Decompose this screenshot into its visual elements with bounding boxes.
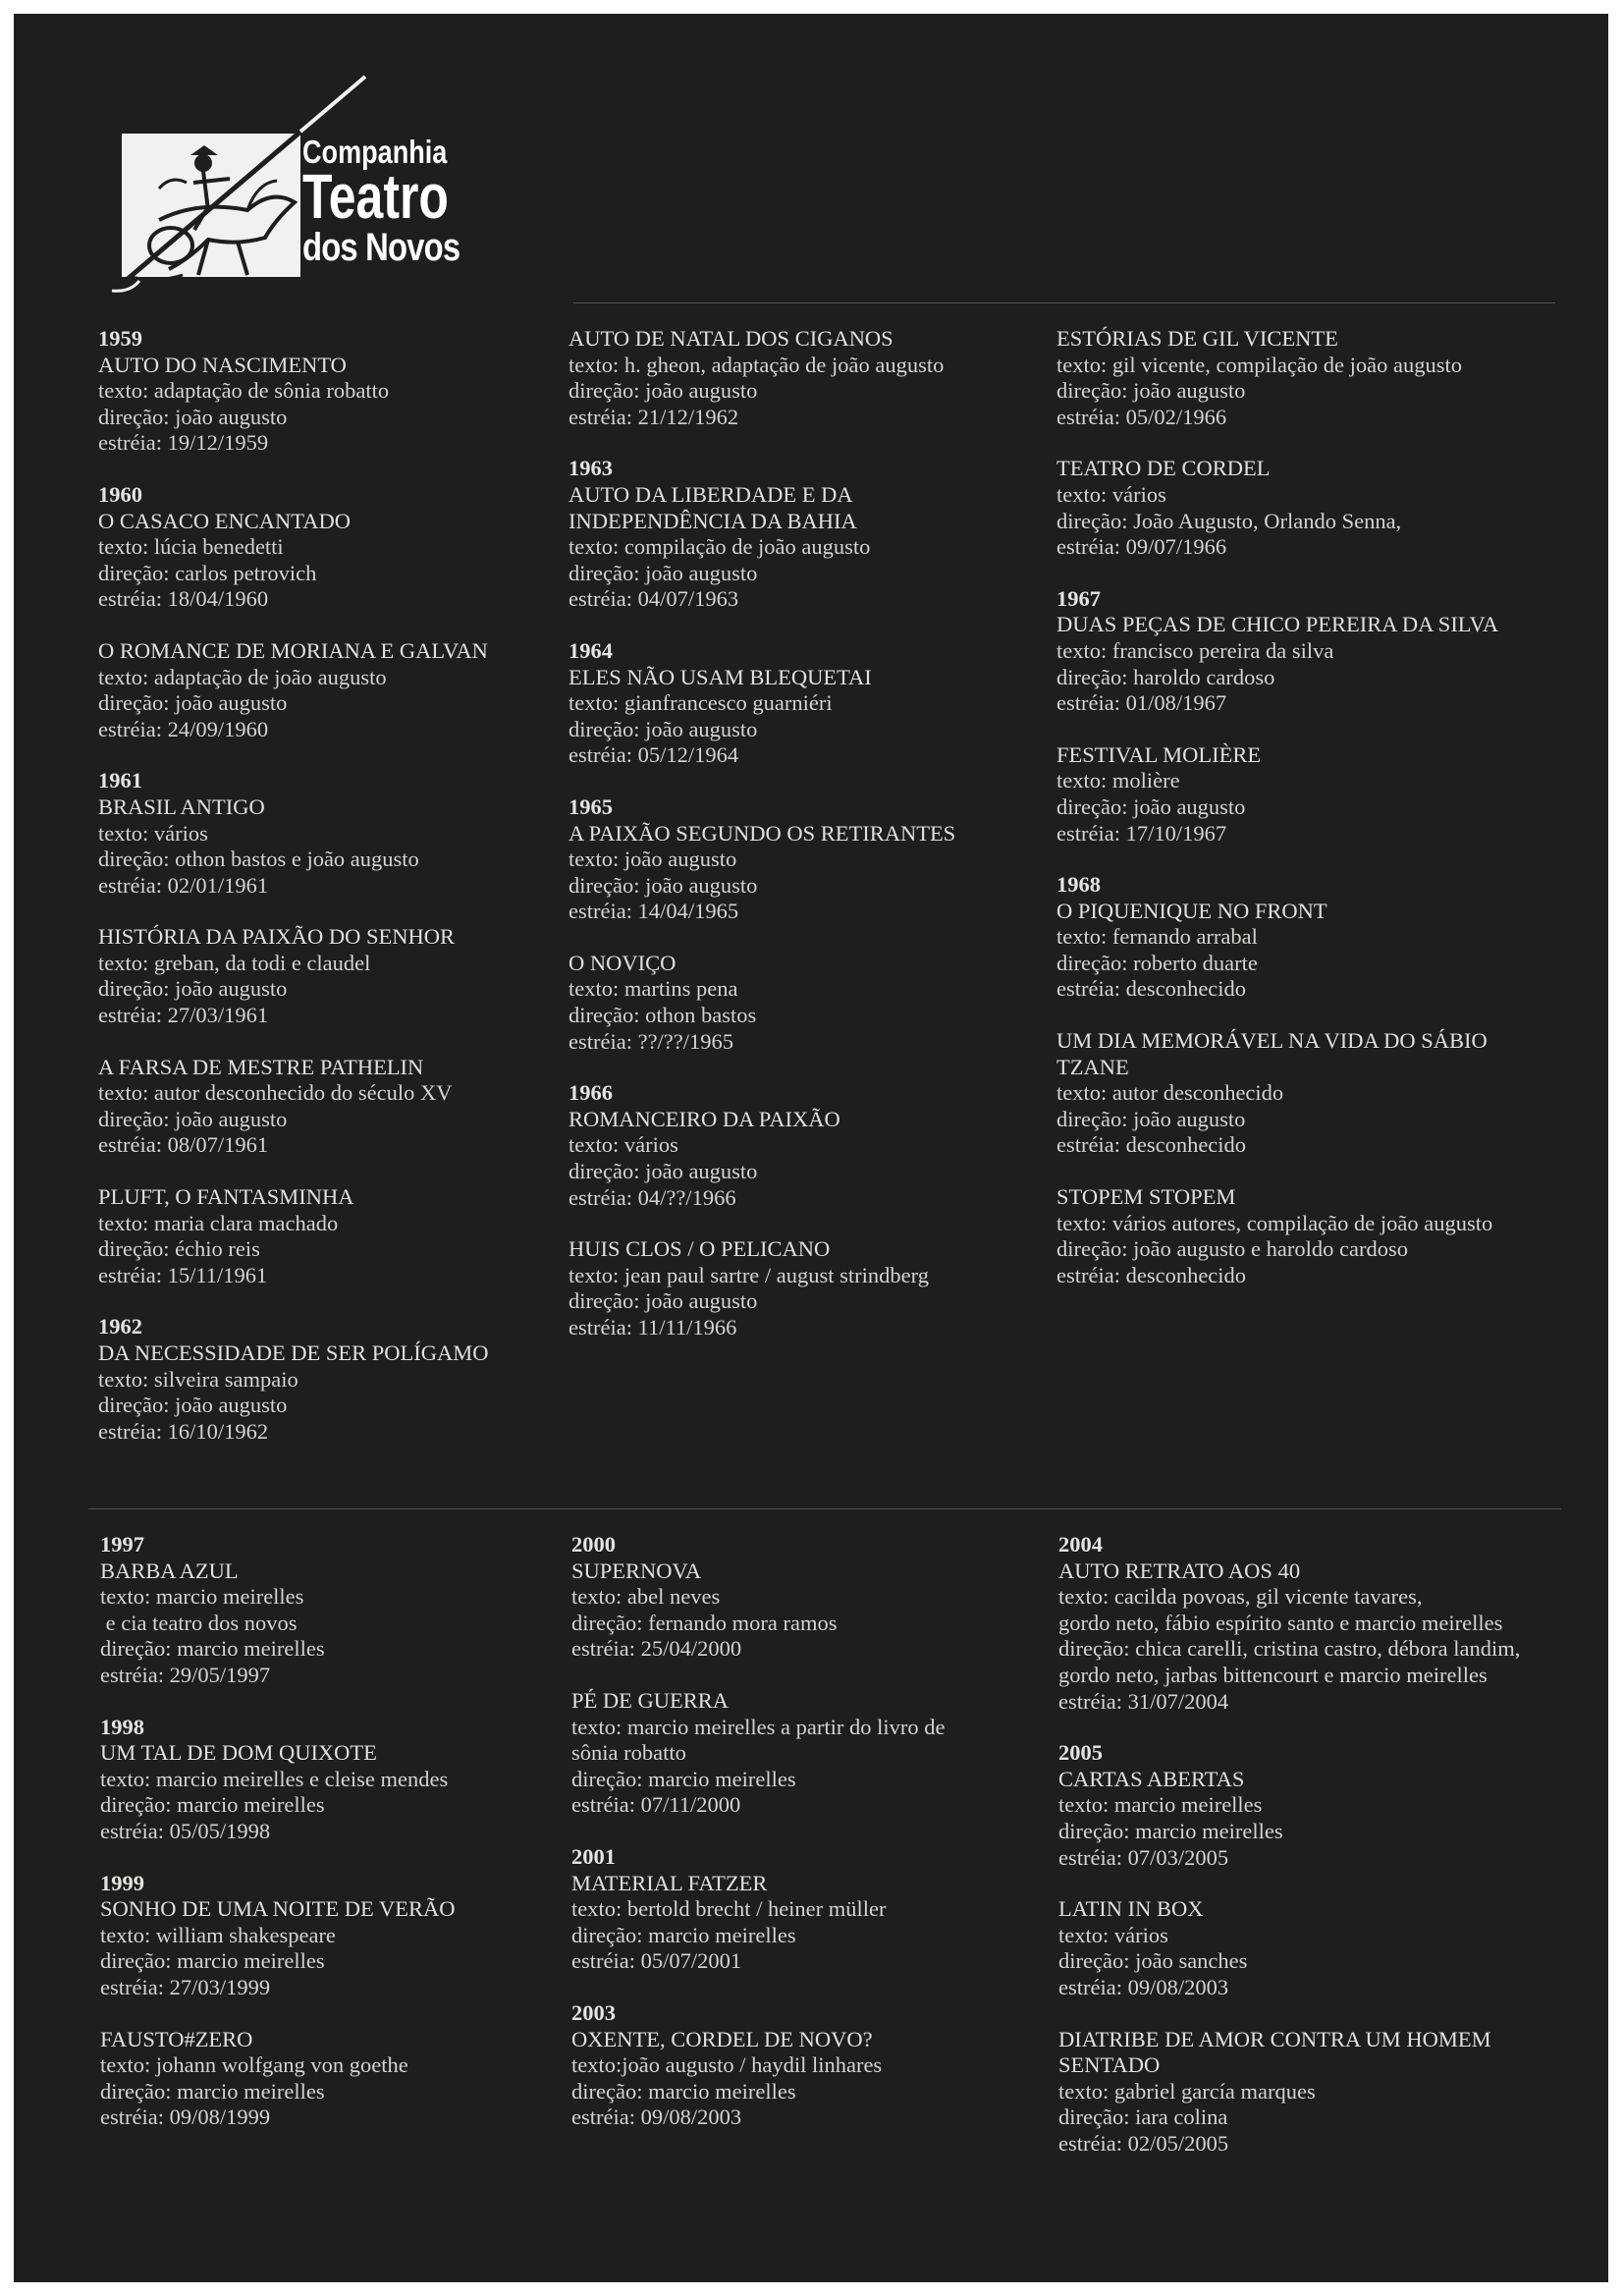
direcao-line: direção: othon bastos e joão augusto	[98, 847, 419, 872]
production-entry	[568, 1080, 1040, 1211]
texto-line: texto: vários	[568, 1132, 678, 1158]
production-entry	[100, 1871, 571, 2001]
production-title: ROMANCEIRO DA PAIXÃO	[568, 1106, 840, 1131]
production-entry	[1058, 1532, 1589, 1715]
production-title: UM DIA MEMORÁVEL NA VIDA DO SÁBIO	[1056, 1028, 1488, 1054]
year-heading: 1959	[98, 326, 142, 351]
direcao-line: direção: marcio meirelles	[100, 1792, 325, 1818]
production-entry	[568, 951, 1040, 1055]
production-entry	[98, 1184, 569, 1288]
production-title: O ROMANCE DE MORIANA E GALVAN	[98, 637, 488, 663]
direcao-line-2: gordo neto, jarbas bittencourt e marcio meirelles	[1058, 1662, 1488, 1687]
production-title: O NOVIÇO	[568, 950, 677, 975]
production-title: ELES NÃO USAM BLEQUETAI	[568, 664, 872, 689]
texto-line: texto: marcio meirelles e cleise mendes	[100, 1766, 449, 1791]
year-heading: 1999	[100, 1870, 144, 1895]
texto-line: texto: jean paul sartre / august strindberg	[568, 1262, 929, 1287]
texto-line-2: sônia robatto	[571, 1740, 686, 1766]
estreia-line: estréia: 18/04/1960	[98, 586, 269, 612]
texto-line: texto: vários	[1058, 1922, 1168, 1947]
production-title: AUTO DA LIBERDADE E DA	[568, 481, 853, 507]
texto-line: texto: fernando arrabal	[1056, 924, 1258, 950]
texto-line: texto: gil vicente, compilação de joão augusto	[1056, 352, 1462, 377]
texto-line: texto:joão augusto / haydil linhares	[571, 2052, 883, 2078]
production-entry	[568, 794, 1040, 925]
year-heading: 1961	[98, 768, 142, 793]
bottom-column-2	[571, 1532, 1043, 2157]
direcao-line: direção: joão augusto	[1056, 378, 1246, 404]
texto-line: texto: vários	[1056, 481, 1166, 507]
year-heading: 2003	[571, 1999, 616, 2025]
production-title: ESTÓRIAS DE GIL VICENTE	[1056, 326, 1338, 351]
direcao-line: direção: carlos petrovich	[98, 560, 317, 585]
direcao-line: direção: joão augusto	[98, 1106, 288, 1131]
production-title-line2: SENTADO	[1058, 2052, 1161, 2078]
direcao-line: direção: marcio meirelles	[100, 1636, 325, 1662]
production-entry	[98, 326, 569, 457]
texto-line: texto: abel neves	[571, 1584, 721, 1610]
production-title-line2: INDEPENDÊNCIA DA BAHIA	[568, 508, 857, 533]
production-entry	[1056, 586, 1567, 717]
estreia-line: estréia: 05/02/1966	[1056, 404, 1227, 429]
production-title: DA NECESSIDADE DE SER POLÍGAMO	[98, 1340, 489, 1365]
direcao-line: direção: échio reis	[98, 1236, 260, 1262]
logo-line2: Teatro	[302, 161, 449, 232]
production-title: SONHO DE UMA NOITE DE VERÃO	[100, 1896, 456, 1922]
direcao-line: direção: marcio meirelles	[571, 1766, 796, 1791]
estreia-line: estréia: 04/??/1966	[568, 1184, 736, 1210]
direcao-line: direção: joão sanches	[1058, 1948, 1248, 1974]
direcao-line: direção: joão augusto	[1056, 793, 1246, 819]
production-title: A PAIXÃO SEGUNDO OS RETIRANTES	[568, 820, 956, 846]
estreia-line: estréia: 02/05/2005	[1058, 2130, 1229, 2156]
production-entry	[1058, 2027, 1589, 2158]
production-entry	[571, 1532, 1043, 1663]
estreia-line: estréia: 29/05/1997	[100, 1662, 271, 1687]
estreia-line: estréia: ??/??/1965	[568, 1028, 734, 1054]
production-title: PÉ DE GUERRA	[571, 1687, 730, 1713]
production-title: A FARSA DE MESTRE PATHELIN	[98, 1054, 424, 1079]
production-entry	[568, 638, 1040, 769]
direcao-line: direção: joão augusto	[568, 1159, 758, 1184]
production-title: LATIN IN BOX	[1058, 1896, 1204, 1922]
texto-line: texto: adaptação de sônia robatto	[98, 378, 390, 404]
estreia-line: estréia: 05/07/2001	[571, 1948, 742, 1974]
estreia-line: estréia: 09/08/2003	[571, 2105, 742, 2130]
direcao-line: direção: joão augusto	[1056, 1106, 1246, 1131]
direcao-line: direção: marcio meirelles	[100, 2078, 325, 2104]
production-title: DIATRIBE DE AMOR CONTRA UM HOMEM	[1058, 2026, 1491, 2051]
production-title: HUIS CLOS / O PELICANO	[568, 1236, 831, 1262]
production-entry	[1058, 1896, 1589, 2000]
production-title: FESTIVAL MOLIÈRE	[1056, 741, 1262, 767]
bottom-column-1	[100, 1532, 571, 2157]
texto-line: texto: johann wolfgang von goethe	[100, 2052, 408, 2078]
production-entry	[98, 768, 569, 899]
texto-line: texto: h. gheon, adaptação de joão augusto	[568, 352, 945, 377]
year-heading: 2000	[571, 1532, 616, 1557]
estreia-line: estréia: 19/12/1959	[98, 430, 269, 456]
estreia-line: estréia: 17/10/1967	[1056, 820, 1227, 846]
texto-line: texto: joão augusto	[568, 847, 737, 872]
top-column-3	[1056, 326, 1567, 1314]
texto-line: texto: lúcia benedetti	[98, 534, 284, 560]
estreia-line: estréia: 24/09/1960	[98, 716, 269, 741]
production-title: STOPEM STOPEM	[1056, 1184, 1236, 1210]
estreia-line: estréia: 21/12/1962	[568, 404, 739, 429]
direcao-line: direção: joão augusto	[98, 404, 288, 429]
texto-line: texto: bertold brecht / heiner müller	[571, 1896, 887, 1922]
texto-line: texto: vários	[98, 820, 208, 846]
production-title: O CASACO ENCANTADO	[98, 508, 351, 533]
page	[14, 14, 1608, 2282]
production-entry	[568, 1236, 1040, 1340]
production-entry	[568, 326, 1040, 430]
year-heading: 1960	[98, 481, 142, 507]
texto-line: texto: marcio meirelles	[100, 1584, 304, 1610]
estreia-line: estréia: 25/04/2000	[571, 1636, 742, 1662]
texto-line: texto: william shakespeare	[100, 1922, 336, 1947]
estreia-line: estréia: 09/08/1999	[100, 2105, 271, 2130]
estreia-line: estréia: 11/11/1966	[568, 1315, 737, 1339]
top-column-1	[98, 326, 569, 1470]
direcao-line: direção: joão augusto	[568, 378, 758, 404]
production-entry	[1056, 872, 1567, 1003]
logo-line1: Companhia	[302, 134, 448, 170]
texto-line: texto: adaptação de joão augusto	[98, 664, 387, 689]
estreia-line: estréia: desconhecido	[1056, 976, 1247, 1002]
production-entry	[1056, 456, 1567, 560]
production-title: MATERIAL FATZER	[571, 1870, 768, 1895]
estreia-line: estréia: 01/08/1967	[1056, 690, 1227, 716]
estreia-line: estréia: 31/07/2004	[1058, 1688, 1229, 1714]
production-entry	[571, 2000, 1043, 2131]
texto-line: texto: molière	[1056, 768, 1180, 793]
production-entry	[98, 1314, 569, 1445]
direcao-line: direção: iara colina	[1058, 2105, 1228, 2130]
year-heading: 2005	[1058, 1740, 1103, 1766]
estreia-line: estréia: 05/12/1964	[568, 742, 739, 768]
estreia-line: estréia: 07/11/2000	[571, 1792, 741, 1818]
production-title: CARTAS ABERTAS	[1058, 1766, 1245, 1791]
year-heading: 1966	[568, 1080, 613, 1106]
year-heading: 1998	[100, 1714, 144, 1739]
direcao-line: direção: marcio meirelles	[100, 1948, 325, 1974]
year-heading: 2001	[571, 1843, 616, 1869]
texto-line: texto: autor desconhecido	[1056, 1080, 1284, 1106]
production-title: UM TAL DE DOM QUIXOTE	[100, 1740, 377, 1766]
production-title: AUTO DE NATAL DOS CIGANOS	[568, 326, 893, 351]
production-title: FAUSTO#ZERO	[100, 2026, 253, 2051]
estreia-line: estréia: 14/04/1965	[568, 899, 739, 924]
year-heading: 1965	[568, 793, 613, 819]
production-entry	[1056, 1184, 1567, 1288]
production-title: AUTO RETRATO AOS 40	[1058, 1558, 1301, 1583]
production-entry	[571, 1688, 1043, 1819]
year-heading: 1967	[1056, 585, 1101, 611]
production-entry	[98, 638, 569, 742]
production-entry	[98, 924, 569, 1028]
production-title: PLUFT, O FANTASMINHA	[98, 1184, 354, 1210]
estreia-line: estréia: 05/05/1998	[100, 1818, 271, 1843]
direcao-line: direção: chica carelli, cristina castro, débora landim,	[1058, 1636, 1521, 1662]
top-divider	[573, 302, 1555, 303]
estreia-line: estréia: 02/01/1961	[98, 872, 269, 898]
year-heading: 1997	[100, 1532, 144, 1557]
production-entry	[1056, 1028, 1567, 1159]
texto-line-2: e cia teatro dos novos	[100, 1610, 298, 1635]
texto-line: texto: silveira sampaio	[98, 1366, 298, 1392]
direcao-line: direção: João Augusto, Orlando Senna,	[1056, 508, 1402, 533]
direcao-line: direção: othon bastos	[568, 1003, 757, 1028]
estreia-line: estréia: desconhecido	[1056, 1132, 1247, 1158]
production-title: TEATRO DE CORDEL	[1056, 456, 1271, 481]
direcao-line: direção: fernando mora ramos	[571, 1610, 838, 1635]
texto-line: texto: marcio meirelles	[1058, 1792, 1263, 1818]
direcao-line: direção: marcio meirelles	[571, 1922, 796, 1947]
year-heading: 1962	[98, 1314, 142, 1339]
estreia-line: estréia: 09/07/1966	[1056, 534, 1227, 560]
estreia-line: estréia: 07/03/2005	[1058, 1844, 1229, 1870]
production-entry	[571, 1844, 1043, 1975]
direcao-line: direção: joão augusto	[98, 690, 288, 716]
production-entry	[100, 1532, 571, 1689]
texto-line: texto: gabriel garcía marques	[1058, 2078, 1316, 2104]
production-title: SUPERNOVA	[571, 1558, 702, 1583]
production-title: O PIQUENIQUE NO FRONT	[1056, 898, 1327, 923]
direcao-line: direção: marcio meirelles	[571, 2078, 796, 2104]
estreia-line: estréia: 27/03/1961	[98, 1003, 269, 1028]
production-title: AUTO DO NASCIMENTO	[98, 352, 347, 377]
texto-line: texto: marcio meirelles a partir do livro de	[571, 1714, 946, 1739]
texto-line: texto: maria clara machado	[98, 1210, 339, 1235]
production-title: BRASIL ANTIGO	[98, 793, 265, 819]
texto-line: texto: vários autores, compilação de joão augusto	[1056, 1210, 1493, 1235]
top-column-2	[568, 326, 1040, 1367]
production-entry	[98, 1055, 569, 1159]
direcao-line: direção: joão augusto	[568, 560, 758, 585]
texto-line: texto: cacilda povoas, gil vicente tavares,	[1058, 1584, 1423, 1610]
year-heading: 1964	[568, 637, 613, 663]
production-entry	[100, 2027, 571, 2131]
logo-line3: dos Novos	[302, 226, 460, 269]
direcao-line: direção: joão augusto	[568, 1288, 758, 1314]
year-heading: 2004	[1058, 1532, 1103, 1557]
production-title: HISTÓRIA DA PAIXÃO DO SENHOR	[98, 924, 455, 950]
year-heading: 1968	[1056, 872, 1101, 898]
texto-line-2: gordo neto, fábio espírito santo e marcio meirelles	[1058, 1610, 1503, 1635]
estreia-line: estréia: 04/07/1963	[568, 586, 739, 612]
production-entry	[568, 456, 1040, 613]
production-entry	[100, 1715, 571, 1845]
production-entry	[1056, 326, 1567, 430]
direcao-line: direção: marcio meirelles	[1058, 1818, 1283, 1843]
direcao-line: direção: haroldo cardoso	[1056, 664, 1275, 689]
production-entry	[98, 482, 569, 613]
texto-line: texto: greban, da todi e claudel	[98, 950, 371, 975]
estreia-line: estréia: 09/08/2003	[1058, 1974, 1229, 1999]
middle-divider	[88, 1508, 1561, 1509]
estreia-line: estréia: 27/03/1999	[100, 1974, 271, 1999]
production-title: DUAS PEÇAS DE CHICO PEREIRA DA SILVA	[1056, 612, 1499, 637]
direcao-line: direção: joão augusto	[98, 1393, 288, 1418]
estreia-line: estréia: 08/07/1961	[98, 1132, 269, 1158]
texto-line: texto: francisco pereira da silva	[1056, 637, 1334, 663]
direcao-line: direção: joão augusto	[568, 716, 758, 741]
production-title: BARBA AZUL	[100, 1558, 239, 1583]
production-entry	[1056, 742, 1567, 847]
company-logo	[100, 73, 513, 299]
year-heading: 1963	[568, 456, 613, 481]
bottom-column-3	[1058, 1532, 1589, 2182]
direcao-line: direção: joão augusto	[568, 872, 758, 898]
direcao-line: direção: roberto duarte	[1056, 950, 1258, 975]
production-entry	[1058, 1740, 1589, 1871]
production-title-line2: TZANE	[1056, 1054, 1129, 1079]
direcao-line: direção: joão augusto	[98, 976, 288, 1002]
texto-line: texto: compilação de joão augusto	[568, 534, 871, 560]
texto-line: texto: martins pena	[568, 976, 738, 1002]
texto-line: texto: gianfrancesco guarniéri	[568, 690, 833, 716]
estreia-line: estréia: 16/10/1962	[98, 1418, 269, 1444]
estreia-line: estréia: 15/11/1961	[98, 1262, 268, 1287]
production-title: OXENTE, CORDEL DE NOVO?	[571, 2026, 873, 2051]
texto-line: texto: autor desconhecido do século XV	[98, 1080, 453, 1106]
direcao-line: direção: joão augusto e haroldo cardoso	[1056, 1236, 1409, 1262]
estreia-line: estréia: desconhecido	[1056, 1262, 1247, 1287]
